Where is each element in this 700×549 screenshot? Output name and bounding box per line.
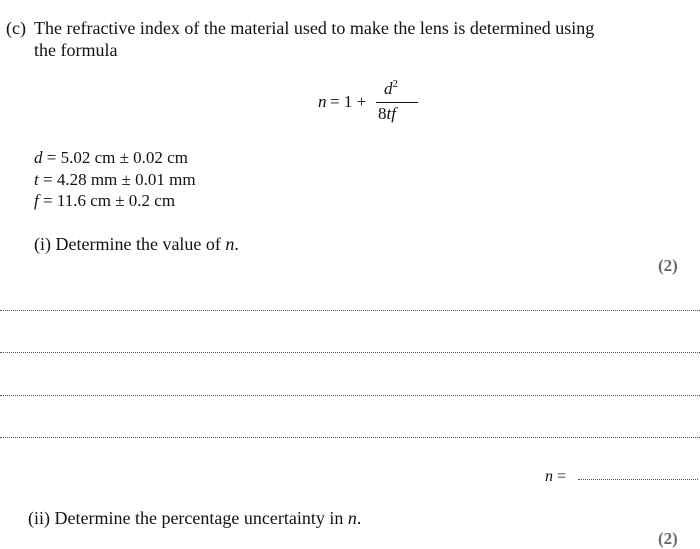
- sub-question-i-var: n: [225, 234, 235, 254]
- answer-line-2[interactable]: [0, 352, 700, 353]
- variable-d-value: = 5.02 cm ± 0.02 cm: [42, 148, 188, 167]
- sub-question-i-end: .: [234, 234, 239, 254]
- sub-question-ii: [28, 508, 361, 529]
- sub-question-i-text: (i) Determine the value of: [34, 234, 226, 254]
- numerator-variable: d: [384, 79, 393, 98]
- question-text-line-1: The refractive index of the material used to make the lens is determined using: [34, 18, 595, 38]
- variable-t: [34, 170, 196, 190]
- formula-lhs-rest: = 1 +: [330, 92, 367, 111]
- formula-lhs-variable: n: [318, 92, 327, 111]
- question-text-line-2: the formula: [34, 40, 118, 60]
- refractive-index-formula: [318, 78, 418, 128]
- answer-line-4[interactable]: [0, 437, 700, 438]
- sub-question-ii-var: n: [347, 508, 357, 528]
- formula-denominator: [378, 104, 396, 124]
- part-label: (c): [6, 18, 26, 38]
- answer-line-3[interactable]: [0, 395, 700, 396]
- variable-f: [34, 191, 175, 211]
- marks-sub-question-ii: (2): [658, 529, 678, 548]
- formula-numerator: [384, 78, 398, 99]
- sub-question-ii-end: .: [356, 508, 362, 528]
- fraction-bar: [376, 102, 418, 103]
- answer-n-line[interactable]: [578, 479, 698, 480]
- variable-d-symbol: d: [34, 148, 43, 167]
- variable-t-value: = 4.28 mm ± 0.01 mm: [38, 170, 196, 189]
- sub-question-i: [34, 234, 239, 255]
- variable-t-symbol: t: [34, 170, 39, 189]
- variable-f-symbol: f: [34, 191, 39, 210]
- denominator-coefficient: 8: [378, 104, 387, 123]
- denominator-variables: tf: [386, 104, 396, 123]
- numerator-exponent: 2: [392, 78, 398, 90]
- answer-n-var: n: [545, 468, 553, 485]
- sub-question-ii-text: (ii) Determine the percentage uncertainty in: [28, 508, 348, 528]
- answer-line-1[interactable]: [0, 310, 700, 311]
- marks-sub-question-i: (2): [658, 256, 678, 275]
- answer-n-eq: =: [553, 468, 567, 485]
- variable-f-value: = 11.6 cm ± 0.2 cm: [38, 191, 176, 210]
- variable-d: [34, 148, 188, 168]
- answer-n-label: [545, 468, 566, 486]
